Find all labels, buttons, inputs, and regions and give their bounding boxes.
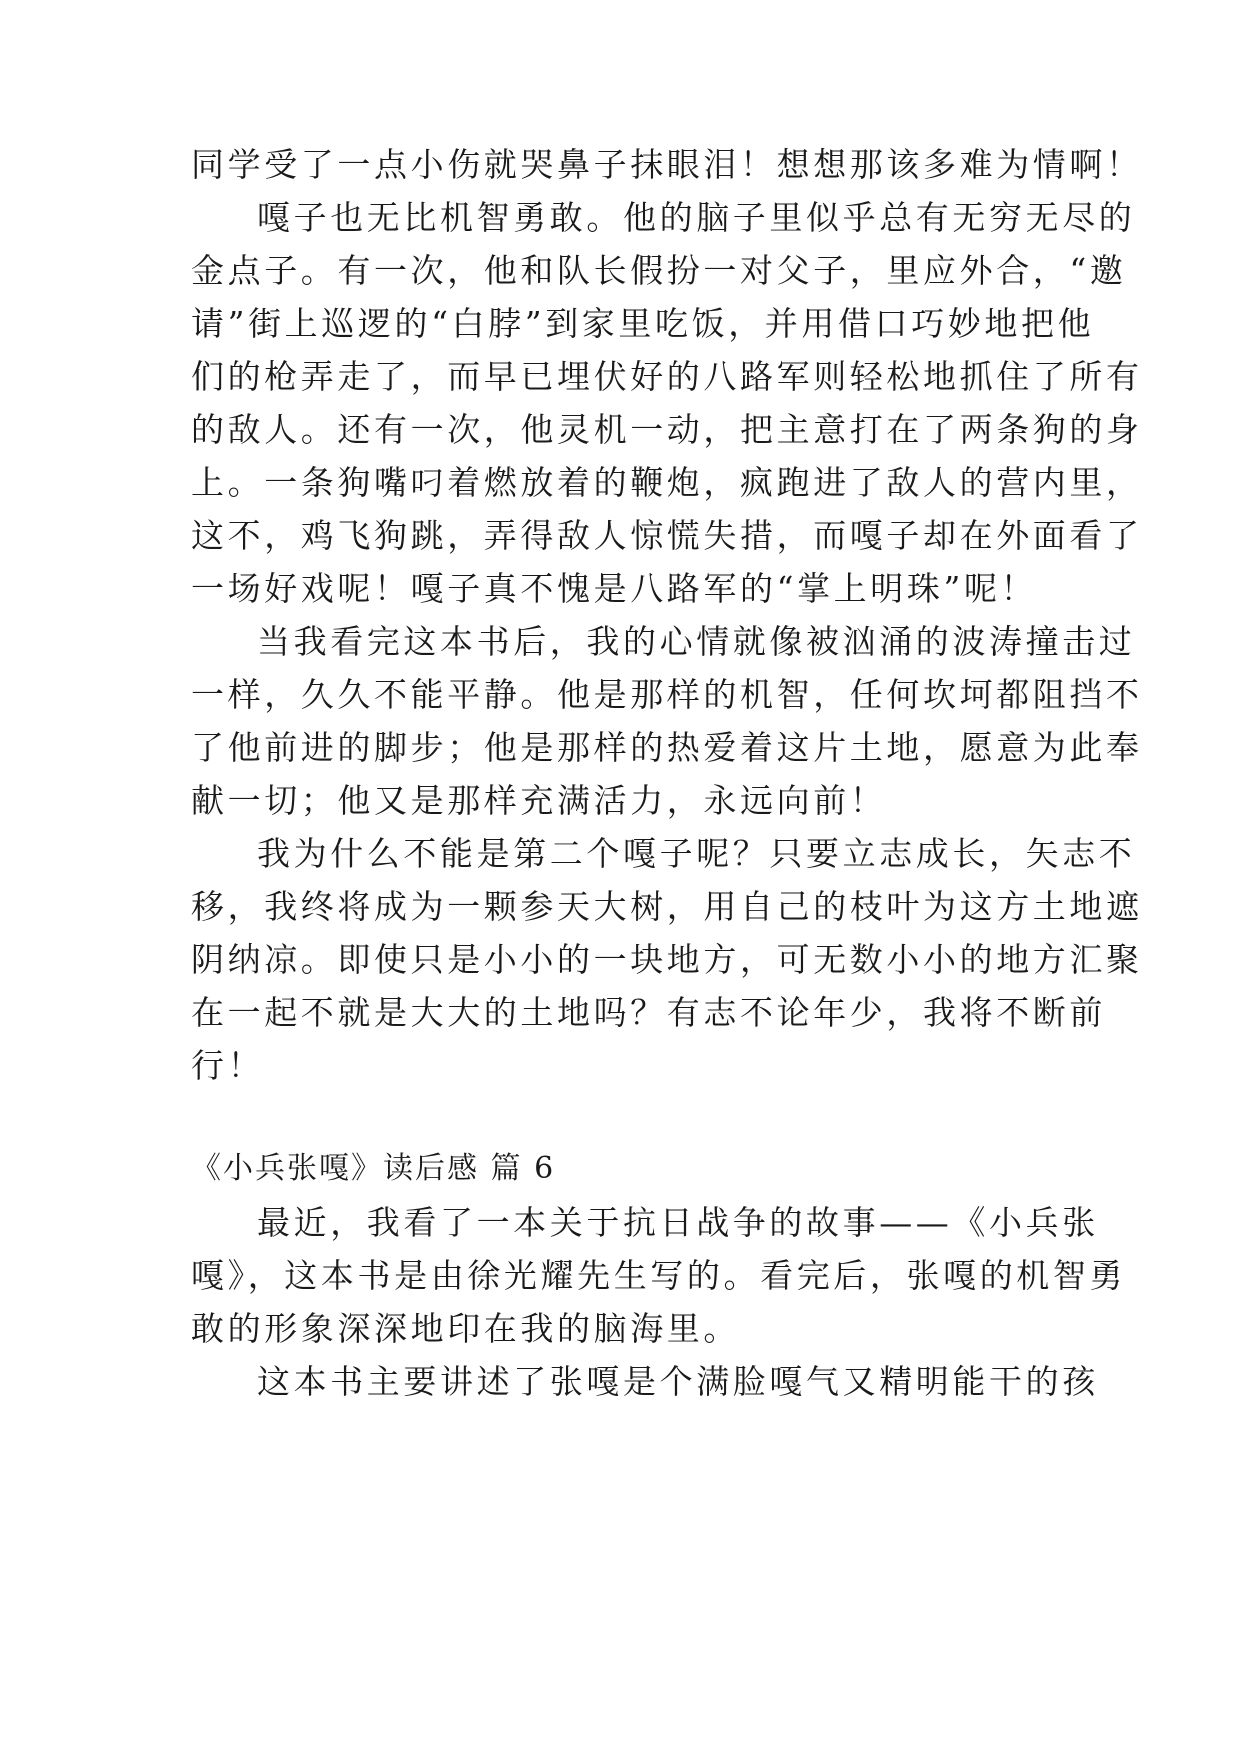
- text-line: 请”街上巡逻的“白脖”到家里吃饭，并用借口巧妙地把他: [191, 304, 1095, 343]
- text-line: 上。一条狗嘴叼着燃放着的鞭炮，疯跑进了敌人的营内里，: [191, 463, 1143, 502]
- text-line: 一样，久久不能平静。他是那样的机智，任何坎坷都阻挡不: [191, 675, 1143, 714]
- text-line: 一场好戏呢！嘎子真不愧是八路军的“掌上明珠”呢！: [191, 569, 1038, 608]
- text-line: 这不，鸡飞狗跳，弄得敌人惊慌失措，而嘎子却在外面看了: [191, 516, 1143, 555]
- text-line: 在一起不就是大大的土地吗？有志不论年少，我将不断前: [191, 993, 1106, 1032]
- text-line: 同学受了一点小伤就哭鼻子抹眼泪！想想那该多难为情啊！: [191, 145, 1143, 184]
- section-heading: 《小兵张嘎》读后感 篇 6: [191, 1151, 556, 1186]
- text-line: 行！: [191, 1046, 265, 1085]
- text-line: 金点子。有一次，他和队长假扮一对父子，里应外合，“邀: [191, 251, 1127, 290]
- text-line: 这本书主要讲述了张嘎是个满脸嘎气又精明能干的孩: [257, 1362, 1099, 1401]
- text-line: 移，我终将成为一颗参天大树，用自己的枝叶为这方土地遮: [191, 887, 1143, 926]
- text-line: 我为什么不能是第二个嘎子呢？只要立志成长，矢志不: [257, 834, 1136, 873]
- text-line: 了他前进的脚步；他是那样的热爱着这片土地，愿意为此奉: [191, 728, 1143, 767]
- text-line: 的敌人。还有一次，他灵机一动，把主意打在了两条狗的身: [191, 410, 1143, 449]
- text-line: 献一切；他又是那样充满活力，永远向前！: [191, 781, 887, 820]
- text-line: 阴纳凉。即使只是小小的一块地方，可无数小小的地方汇聚: [191, 940, 1143, 979]
- text-line: 最近，我看了一本关于抗日战争的故事——《小兵张: [257, 1203, 1099, 1242]
- text-line: 嘎子也无比机智勇敢。他的脑子里似乎总有无穷无尽的: [257, 198, 1136, 237]
- text-line: 们的枪弄走了，而早已埋伏好的八路军则轻松地抓住了所有: [191, 357, 1143, 396]
- text-line: 当我看完这本书后，我的心情就像被汹涌的波涛撞击过: [257, 622, 1136, 661]
- text-line: 嘎》，这本书是由徐光耀先生写的。看完后，张嘎的机智勇: [191, 1256, 1127, 1295]
- text-line: 敢的形象深深地印在我的脑海里。: [191, 1309, 740, 1348]
